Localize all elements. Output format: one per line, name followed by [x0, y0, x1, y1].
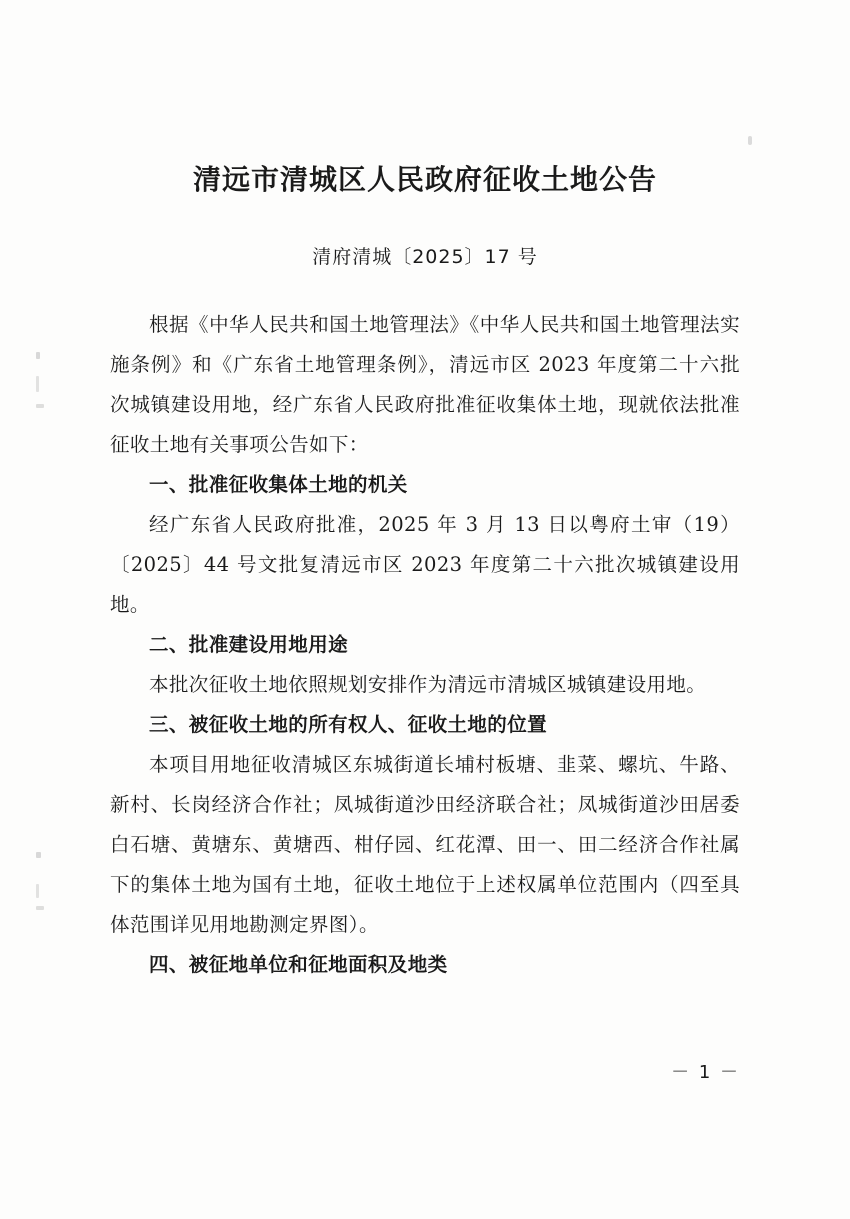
paragraph: 本项目用地征收清城区东城街道长埔村板塘、韭菜、螺坑、牛路、新村、长岗经济合作社；凤城街道沙田经济联合社；凤城街道沙田居委白石塘、黄塘东、黄塘西、柑仔园、红花潭、田一、田二经济合作社属下的集体土地为国有土地，征收土地位于上述权属单位范围内（四至具体范围详见用地勘测定界图）。 — [110, 753, 740, 937]
paragraph: 经广东省人民政府批准，2025 年 3 月 13 日以粤府土审（19）〔2025〕44 号文批复清远市区 2023 年度第二十六批次城镇建设用地。 — [110, 513, 740, 617]
scan-artifact — [36, 376, 39, 392]
document-number: 清府清城〔2025〕17 号 — [312, 246, 538, 269]
paragraph: 本批次征收土地依照规划安排作为清远市清城区城镇建设用地。 — [149, 673, 707, 697]
scan-artifact — [36, 884, 39, 898]
scan-artifact — [748, 136, 752, 145]
section-heading-4: 四、被征地单位和征地面积及地类 — [149, 953, 448, 977]
scan-artifact — [36, 906, 44, 910]
scan-artifact — [36, 404, 44, 408]
section-heading-2: 二、批准建设用地用途 — [149, 633, 349, 657]
page-number: － 1 － — [671, 1062, 740, 1083]
page-title: 清远市清城区人民政府征收土地公告 — [192, 163, 657, 196]
document-body — [110, 0, 740, 985]
scan-artifact — [36, 352, 40, 359]
document-paragraphs — [110, 305, 740, 985]
paragraph: 根据《中华人民共和国土地管理法》《中华人民共和国土地管理法实施条例》和《广东省土地管理条例》，清远市区 2023 年度第二十六批次城镇建设用地，经广东省人民政府批准征收集体土地，现就依法批准征收土地有关事项公告如下： — [110, 313, 740, 457]
section-heading-1: 一、批准征收集体土地的机关 — [149, 473, 408, 497]
scan-artifact — [36, 852, 41, 858]
section-heading-3: 三、被征收土地的所有权人、征收土地的位置 — [149, 713, 548, 737]
